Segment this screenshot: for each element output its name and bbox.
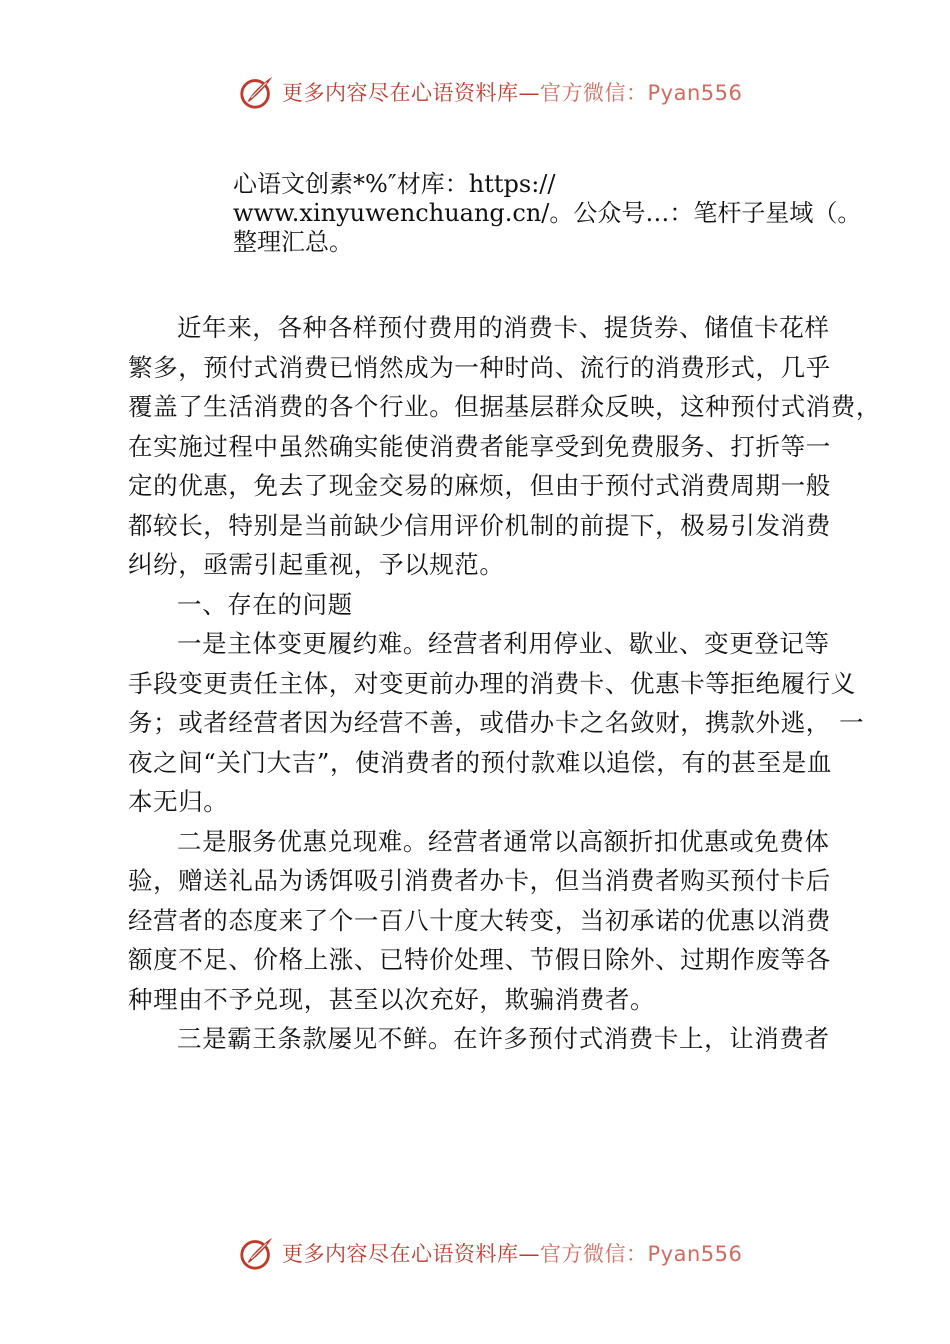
text-line: 务；或者经营者因为经营不善，或借办卡之名敛财，携款外逃， 一 xyxy=(128,708,865,737)
banner-wechat-text: 官方微信：Pyan556 xyxy=(540,81,743,105)
paragraph-issue-3 xyxy=(128,1019,840,1059)
text-line: 纠纷，亟需引起重视，予以规范。 xyxy=(128,550,505,579)
text-line: 繁多，预付式消费已悄然成为一种时尚、流行的消费形式，几乎 xyxy=(128,352,831,382)
footer-banner xyxy=(238,1233,742,1273)
paragraph-issue-1 xyxy=(128,624,865,822)
text-line: 手段变更责任主体，对变更前办理的消费卡、优惠卡等拒绝履行义 xyxy=(128,668,856,698)
source-note-line: 整理汇总。 xyxy=(233,228,353,256)
feather-pen-logo-icon xyxy=(238,73,276,111)
text-line: 额度不足、价格上涨、已特价处理、节假日除外、过期作废等各 xyxy=(128,945,831,974)
text-line: 覆盖了生活消费的各个行业。但据基层群众反映，这种预付式消费， xyxy=(128,392,881,421)
text-line: 本无归。 xyxy=(128,787,229,816)
text-line: 二是服务优惠兑现难。经营者通常以高额折扣优惠或免费体 xyxy=(177,826,830,856)
banner-main-text: 更多内容尽在心语资料库— xyxy=(282,81,540,105)
text-line: 经营者的态度来了个一百八十度大转变，当初承诺的优惠以消费 xyxy=(128,905,831,935)
feather-pen-logo-icon xyxy=(238,1234,276,1272)
text-line: 一是主体变更履约难。经营者利用停业、歇业、变更登记等 xyxy=(177,629,830,658)
source-note xyxy=(233,170,862,257)
banner-main-text: 更多内容尽在心语资料库— xyxy=(282,1242,540,1266)
banner-wechat-text: 官方微信：Pyan556 xyxy=(540,1242,743,1266)
document-body xyxy=(128,308,881,1059)
text-line: 三是霸王条款屡见不鲜。在许多预付式消费卡上，让消费者 xyxy=(177,1024,830,1053)
text-line: 在实施过程中虽然确实能使消费者能享受到免费服务、打折等一 xyxy=(128,431,831,461)
text-line: 近年来，各种各样预付费用的消费卡、提货券、储值卡花样 xyxy=(177,313,830,342)
source-note-line: 心语文创素*%″材库：https:// xyxy=(233,170,556,198)
text-line: 定的优惠，免去了现金交易的麻烦，但由于预付式消费周期一般 xyxy=(128,471,831,500)
text-line: 种理由不予兑现，甚至以次充好，欺骗消费者。 xyxy=(128,984,656,1014)
text-line: 夜之间“关门大吉”，使消费者的预付款难以追偿，有的甚至是血 xyxy=(128,747,832,777)
header-banner xyxy=(238,72,742,112)
source-note-line: www.xinyuwenchuang.cn/。公众号…：笔杆子星域（。 xyxy=(233,199,862,227)
text-line: 都较长，特别是当前缺少信用评价机制的前提下，极易引发消费 xyxy=(128,510,831,540)
heading-text: 一、存在的问题 xyxy=(177,589,353,619)
banner-text xyxy=(282,77,742,107)
paragraph-issue-2 xyxy=(128,822,840,1020)
text-line: 验，赠送礼品为诱饵吸引消费者办卡，但当消费者购买预付卡后 xyxy=(128,866,831,895)
banner-text xyxy=(282,1238,742,1268)
paragraph-intro xyxy=(128,308,881,585)
section-heading xyxy=(128,585,840,625)
